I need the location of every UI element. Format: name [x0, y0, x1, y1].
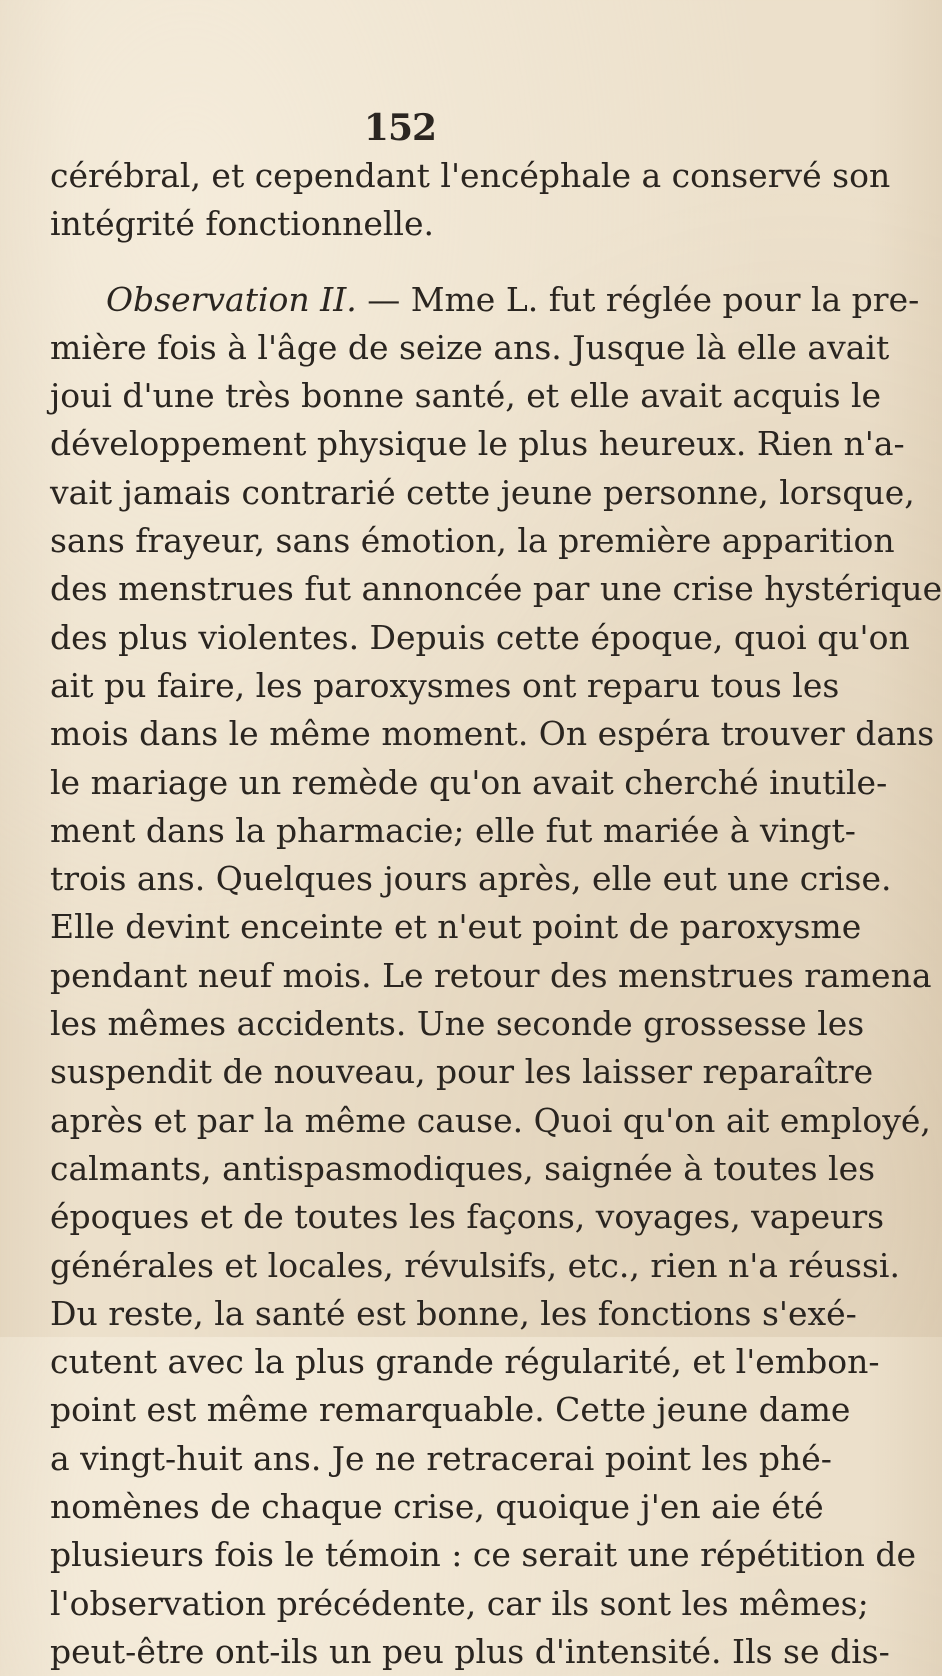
- text-line: générales et locales, révulsifs, etc., rien n'a réussi.: [50, 1245, 900, 1285]
- text-line: suspendit de nouveau, pour les laisser reparaître: [50, 1052, 874, 1092]
- text-line: Elle devint enceinte et n'eut point de paroxysme: [50, 907, 862, 947]
- text-line: mois dans le même moment. On espéra trouver dans: [50, 714, 935, 754]
- text-line: Du reste, la santé est bonne, les fonctions s'exé-: [50, 1293, 857, 1333]
- text-line: point est même remarquable. Cette jeune dame: [50, 1390, 851, 1430]
- text-line: plusieurs fois le témoin : ce serait une répétition de: [50, 1535, 916, 1575]
- paragraph-gap: [50, 249, 770, 276]
- text-line: le mariage un remède qu'on avait cherché inutile-: [50, 762, 888, 802]
- text-line: ment dans la pharmacie; elle fut mariée à vingt-: [50, 810, 856, 850]
- text-line: trois ans. Quelques jours après, elle eut une crise.: [50, 859, 892, 899]
- text-line: après et par la même cause. Quoi qu'on ait employé,: [50, 1100, 931, 1140]
- text-line: vait jamais contrarié cette jeune personne, lorsque,: [50, 472, 915, 512]
- text-line: époques et de toutes les façons, voyages, vapeurs: [50, 1197, 885, 1237]
- text-line: nomènes de chaque crise, quoique j'en aie été: [50, 1487, 824, 1527]
- text-line: pendant neuf mois. Le retour des menstrues ramena: [50, 955, 932, 995]
- text-line: sans frayeur, sans émotion, la première apparition: [50, 521, 895, 561]
- text-line: ait pu faire, les paroxysmes ont reparu tous les: [50, 665, 840, 705]
- text-line: mière fois à l'âge de seize ans. Jusque là elle avait: [50, 327, 890, 367]
- text-line: a vingt-huit ans. Je ne retracerai point les phé-: [50, 1438, 832, 1478]
- text-line: des menstrues fut annoncée par une crise hystérique: [50, 569, 942, 609]
- text-line: joui d'une très bonne santé, et elle avait acquis le: [50, 376, 882, 416]
- text-line: calmants, antispasmodiques, saignée à toutes les: [50, 1148, 876, 1188]
- observation-heading-line: [50, 276, 920, 324]
- page-number: 152: [363, 107, 437, 149]
- text-line: développement physique le plus heureux. Rien n'a-: [50, 424, 905, 464]
- body-text: [50, 152, 942, 1676]
- text-line: intégrité fonctionnelle.: [50, 204, 434, 244]
- observation-first-line-text: — Mme L. fut réglée pour la pre-: [356, 279, 920, 319]
- text-line: cutent avec la plus grande régularité, et l'embon-: [50, 1342, 880, 1382]
- text-line: cérébral, et cependant l'encéphale a conservé son: [50, 156, 891, 195]
- text-line: les mêmes accidents. Une seconde grossesse les: [50, 1004, 865, 1044]
- observation-label: Observation II.: [106, 279, 357, 319]
- text-line: des plus violentes. Depuis cette époque, quoi qu'on: [50, 617, 910, 657]
- text-line: peut-être ont-ils un peu plus d'intensité. Ils se dis-: [50, 1631, 890, 1671]
- text-line: l'observation précédente, car ils sont les mêmes;: [50, 1583, 869, 1623]
